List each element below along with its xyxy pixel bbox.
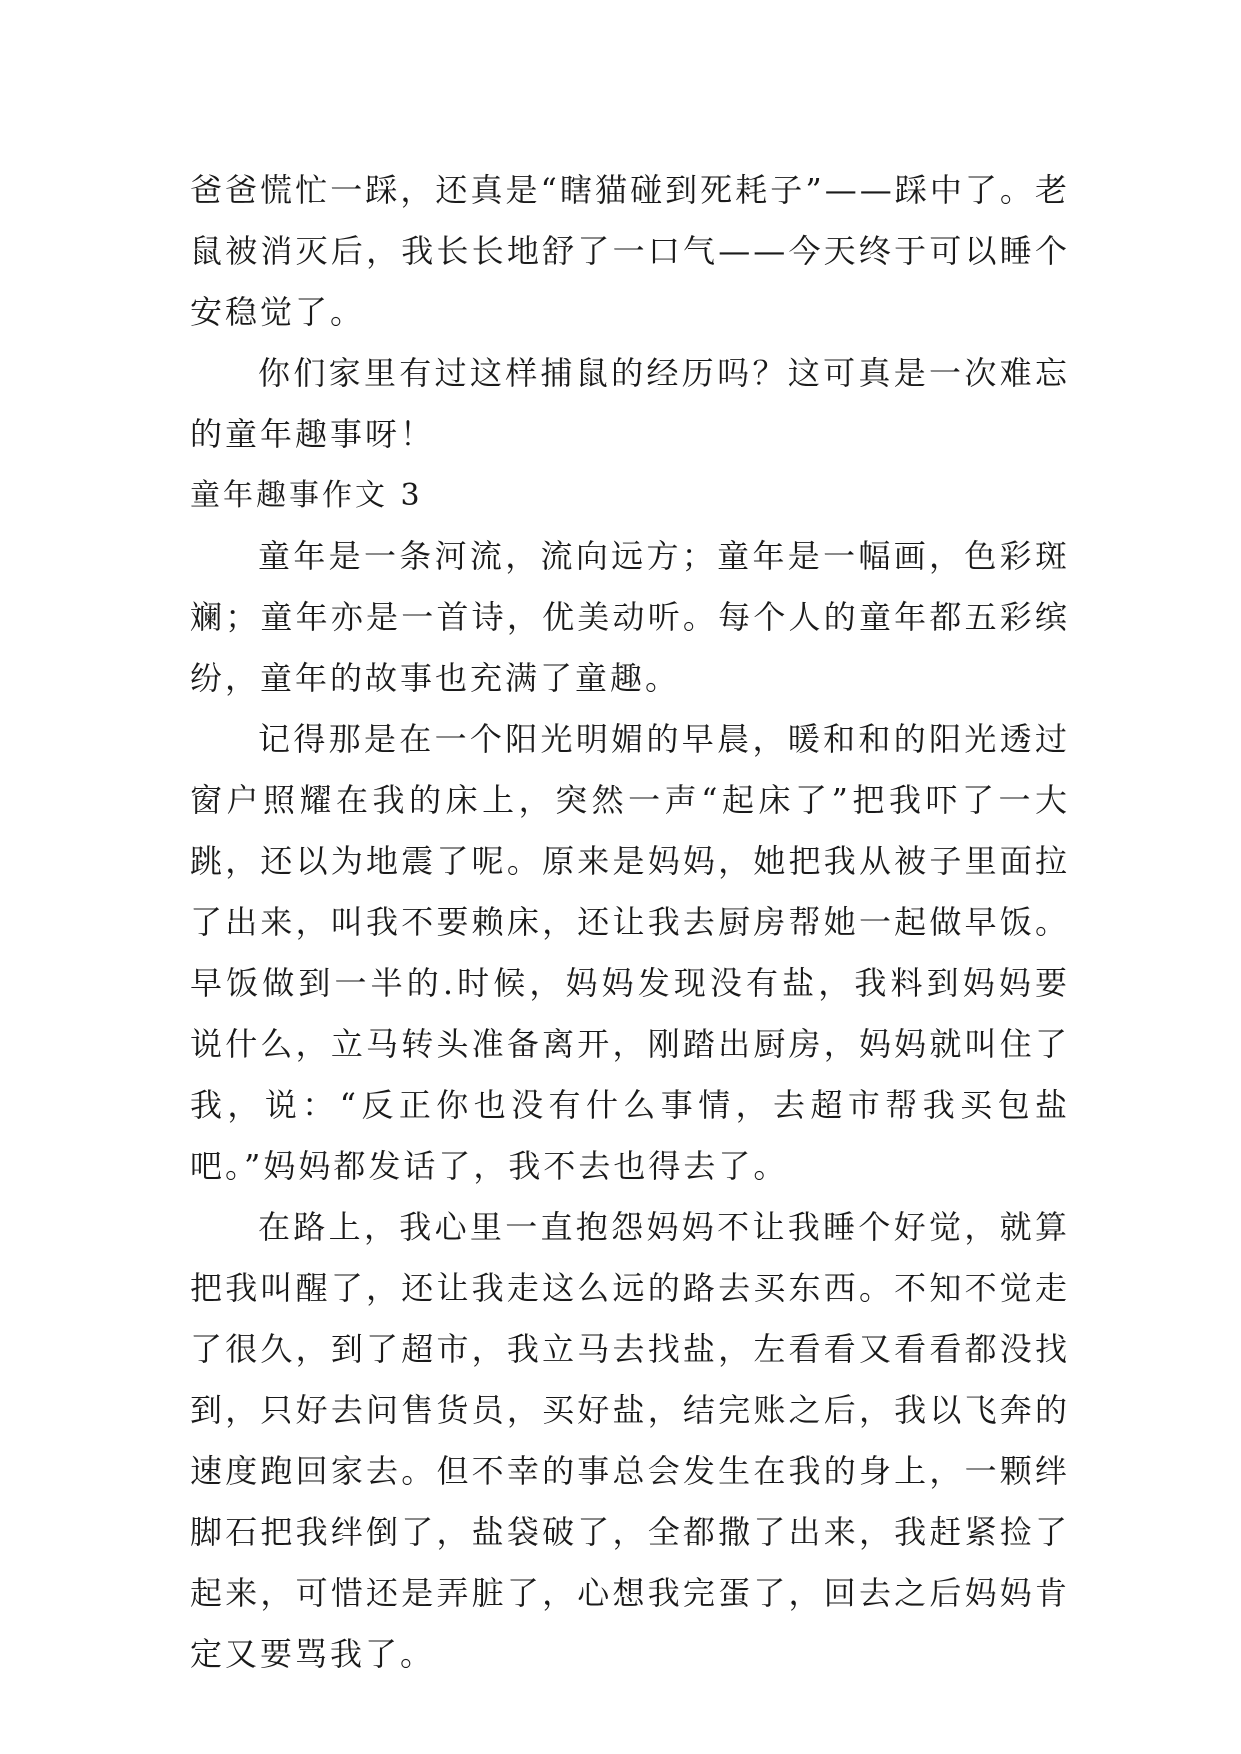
document-body <box>190 160 1070 1685</box>
paragraph-4: 记得那是在一个阳光明媚的早晨，暖和和的阳光透过窗户照耀在我的床上，突然一声“起床了”把我吓了一大跳，还以为地震了呢。原来是妈妈，她把我从被子里面拉了出来，叫我不要赖床，还让我去厨房帮她一起做早饭。早饭做到一半的.时候，妈妈发现没有盐，我料到妈妈要说什么，立马转头准备离开，刚踏出厨房，妈妈就叫住了我，说：“反正你也没有什么事情，去超市帮我买包盐吧。”妈妈都发话了，我不去也得去了。 <box>190 720 1070 1185</box>
section-heading: 童年趣事作文 3 <box>190 478 423 513</box>
paragraph-5: 在路上，我心里一直抱怨妈妈不让我睡个好觉，就算把我叫醒了，还让我走这么远的路去买东西。不知不觉走了很久，到了超市，我立马去找盐，左看看又看看都没找到，只好去问售货员，买好盐，结完账之后，我以飞奔的速度跑回家去。但不幸的事总会发生在我的身上，一颗绊脚石把我绊倒了，盐袋破了，全都撒了出来，我赶紧捡了起来，可惜还是弄脏了，心想我完蛋了，回去之后妈妈肯定又要骂我了。 <box>190 1208 1070 1673</box>
paragraph-2: 你们家里有过这样捕鼠的经历吗？这可真是一次难忘的童年趣事呀！ <box>190 354 1070 453</box>
paragraph-1: 爸爸慌忙一踩，还真是“瞎猫碰到死耗子”——踩中了。老鼠被消灭后，我长长地舒了一口气——今天终于可以睡个安稳觉了。 <box>190 171 1070 331</box>
paragraph-3: 童年是一条河流，流向远方；童年是一幅画，色彩斑斓；童年亦是一首诗，优美动听。每个人的童年都五彩缤纷，童年的故事也充满了童趣。 <box>190 537 1070 697</box>
